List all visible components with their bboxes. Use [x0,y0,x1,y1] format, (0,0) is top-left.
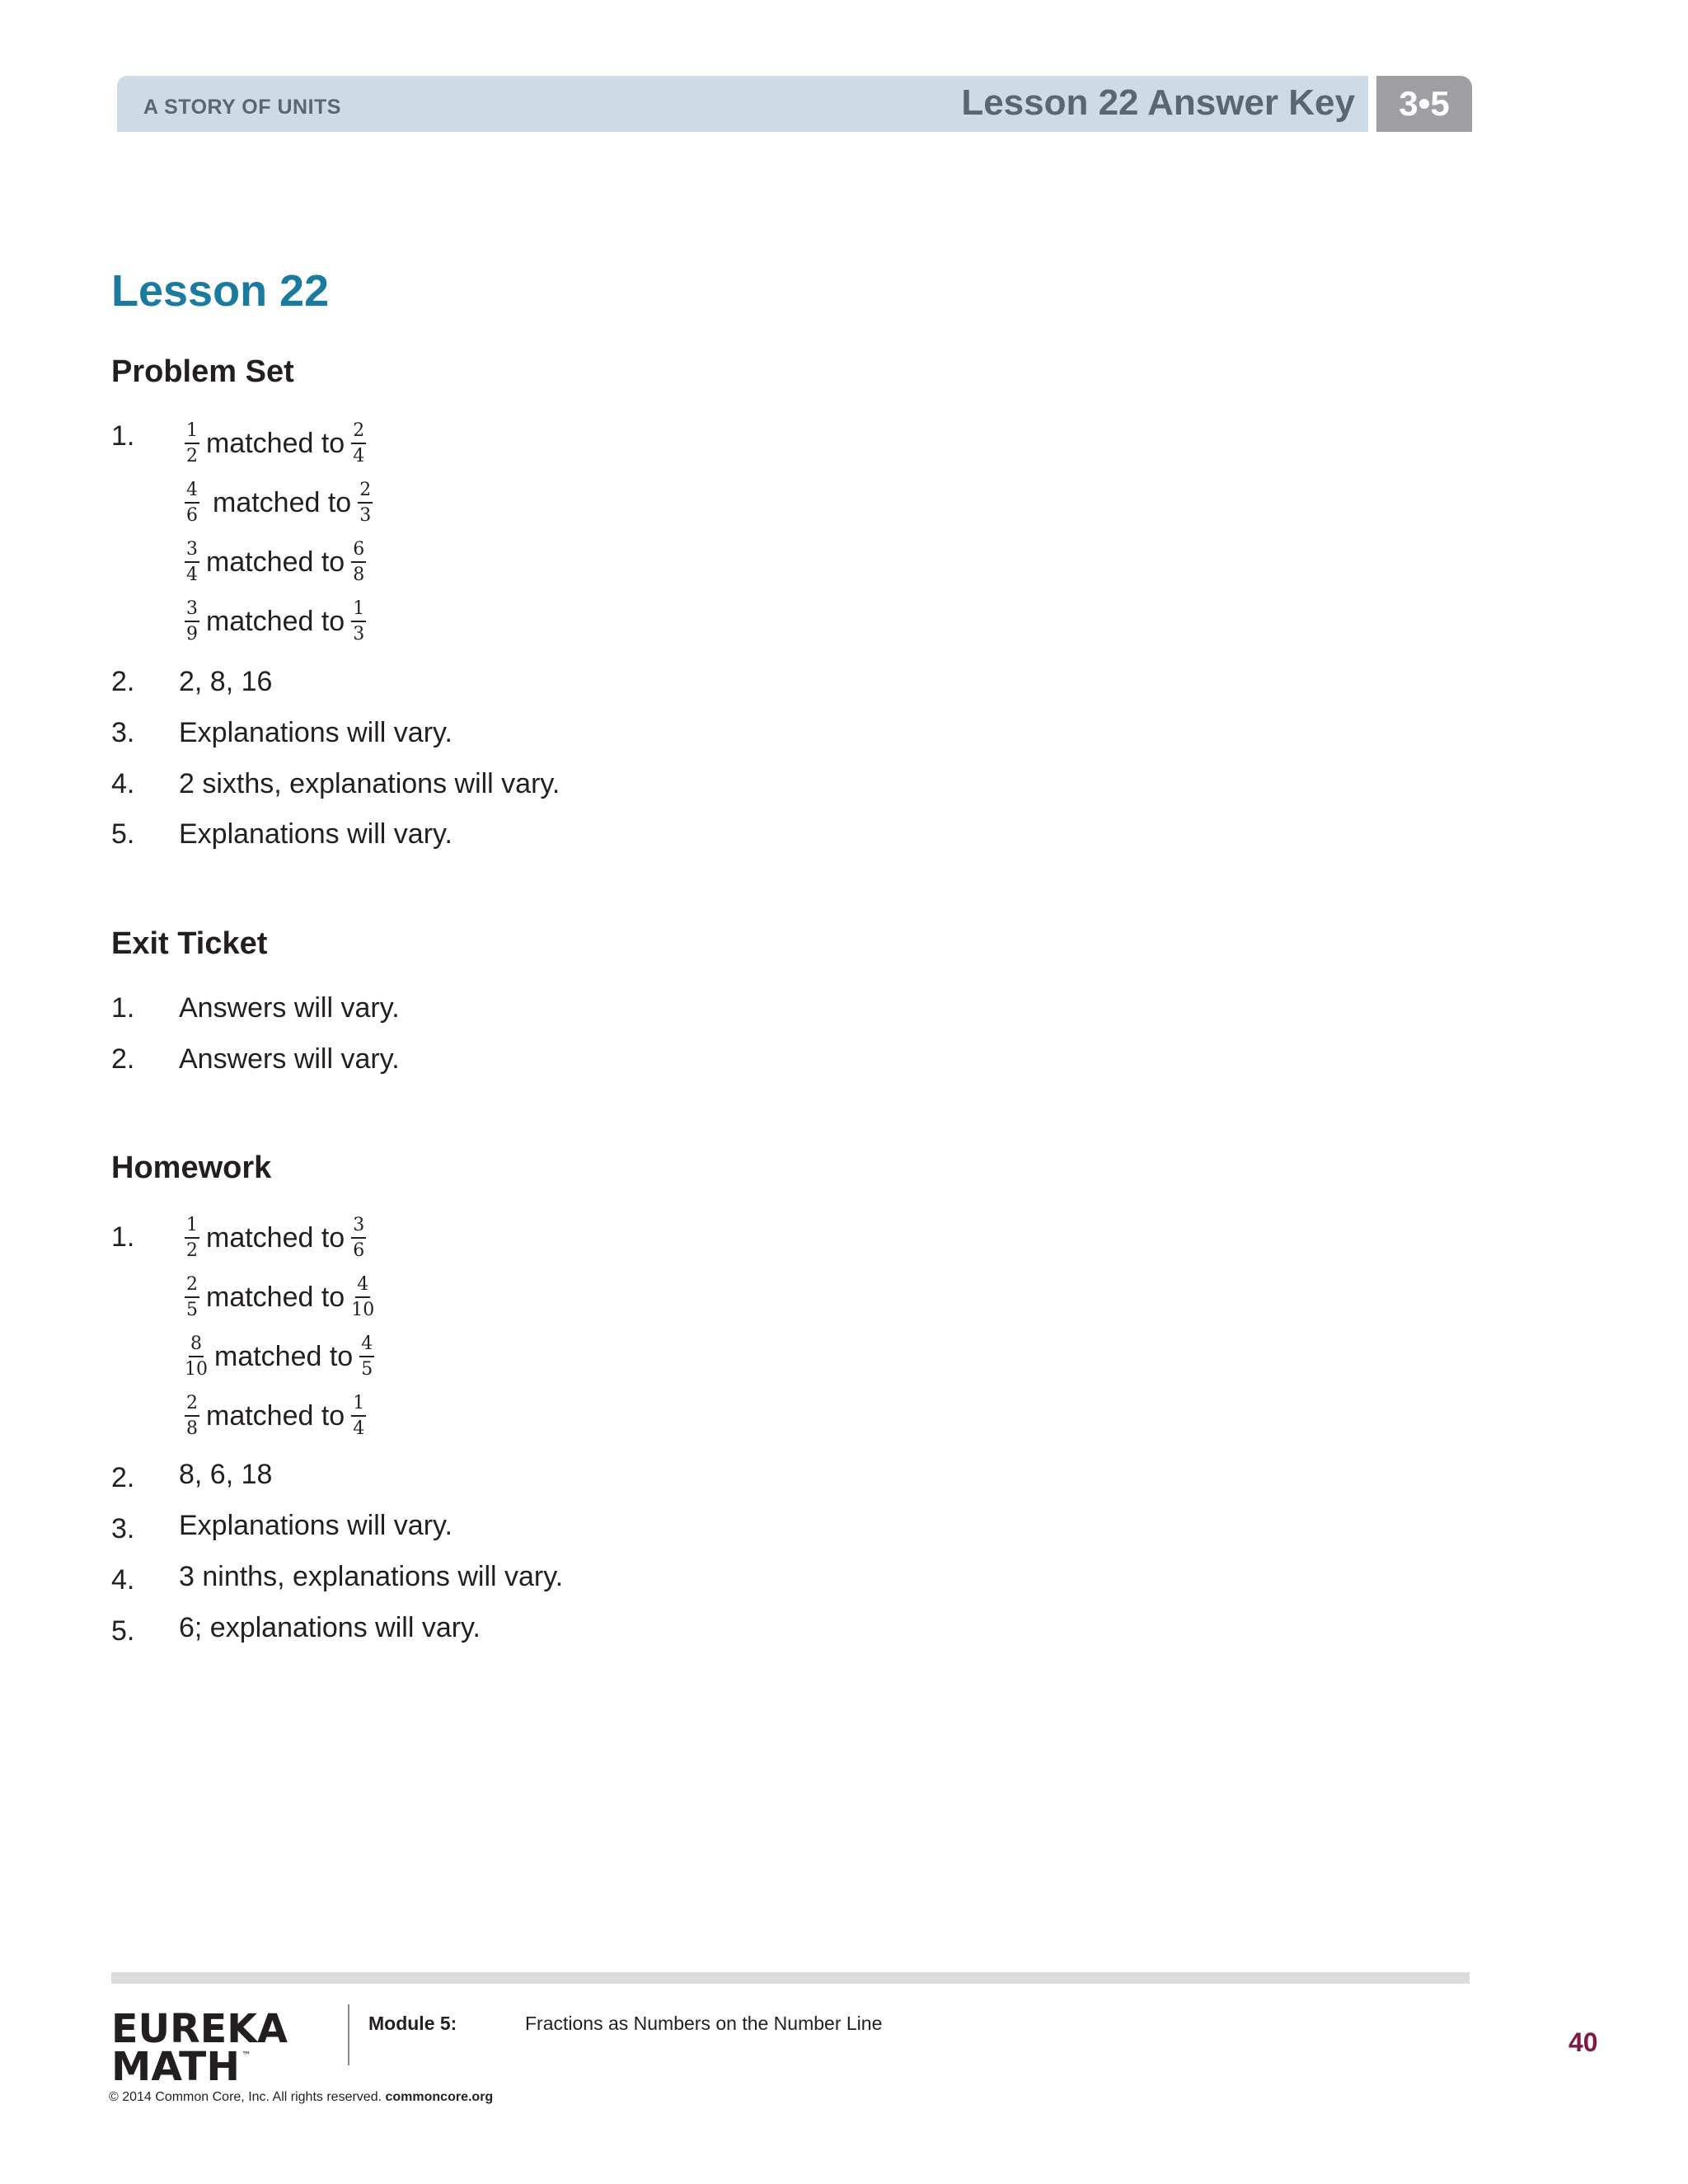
fraction: $\frac{4}{10}$ [351,1273,375,1320]
answer-text: 2 sixths, explanations will vary. [179,768,560,799]
fraction: $\frac{4}{5}$ [361,1333,373,1380]
list-number: 4. [111,1564,135,1596]
series-label: A STORY OF UNITS [143,96,341,119]
match-line: $\frac{2}{5}$ matched to $\frac{4}{10}$ [186,1273,375,1320]
fraction: $\frac{2}{3}$ [359,479,372,526]
logo-trademark: ™ [241,2050,251,2061]
grade-module-badge: 3•5 [1376,76,1472,132]
page-number: 40 [1568,2027,1598,2057]
answer-text: Explanations will vary. [179,1510,452,1541]
match-line: $\frac{4}{6}$ matched to $\frac{2}{3}$ [186,479,372,526]
lesson-title: Lesson 22 [111,266,330,316]
answer-text: Explanations will vary. [179,717,452,748]
fraction: $\frac{2}{8}$ [186,1392,198,1439]
list-number: 2. [111,1043,135,1075]
match-line: $\frac{2}{8}$ matched to $\frac{1}{4}$ [186,1392,365,1439]
footer-rule [111,1972,1470,1984]
list-number: 2. [111,666,135,697]
fraction: $\frac{2}{4}$ [353,419,365,466]
list-number: 1. [111,992,135,1024]
problem-set-heading: Problem Set [111,354,294,389]
list-number: 1. [111,1221,135,1253]
answer-text: Answers will vary. [179,1043,400,1075]
match-line: $\frac{1}{2}$ matched to $\frac{2}{4}$ [186,419,365,466]
list-number: 4. [111,768,135,799]
list-number: 5. [111,1615,135,1647]
copyright-line [109,2090,493,2105]
fraction: $\frac{8}{10}$ [185,1333,208,1380]
module-title: Fractions as Numbers on the Number Line [525,2013,883,2034]
list-number: 3. [111,717,135,748]
logo-text-math: MATH [111,2044,240,2087]
answer-text: 8, 6, 18 [179,1459,273,1490]
fraction: $\frac{1}{2}$ [186,1214,198,1261]
answer-key-title: Lesson 22 Answer Key [961,82,1355,123]
module-label: Module 5: [368,2013,457,2034]
answer-text: 3 ninths, explanations will vary. [179,1561,564,1592]
answer-text: Explanations will vary. [179,818,452,850]
fraction: $\frac{2}{5}$ [186,1273,198,1320]
problem-set-matches [183,414,374,651]
match-line: $\frac{1}{2}$ matched to $\frac{3}{6}$ [186,1214,365,1261]
logo-text-eureka: EUREKA [111,2006,288,2052]
list-number: 5. [111,818,135,850]
match-line: $\frac{8}{10}$ matched to $\frac{4}{5}$ [185,1333,373,1380]
fraction: $\frac{3}{6}$ [353,1214,365,1261]
homework-matches [183,1208,376,1446]
copyright-text: © 2014 Common Core, Inc. All rights reserved. [109,2090,382,2104]
list-number: 2. [111,1462,135,1493]
footer-divider [348,2004,349,2065]
answer-text: 6; explanations will vary. [179,1612,481,1643]
match-line: $\frac{3}{4}$ matched to $\frac{6}{8}$ [186,538,365,585]
fraction: $\frac{3}{4}$ [186,538,198,585]
answer-text: 2, 8, 16 [179,666,273,697]
fraction: $\frac{3}{9}$ [186,598,198,644]
fraction: $\frac{1}{2}$ [186,419,198,466]
fraction: $\frac{4}{6}$ [186,479,198,526]
answer-text: Answers will vary. [179,992,400,1024]
list-number: 1. [111,420,135,452]
list-number: 3. [111,1513,135,1544]
eureka-math-logo [111,2004,293,2087]
fraction: $\frac{6}{8}$ [353,538,365,585]
match-line: $\frac{3}{9}$ matched to $\frac{1}{3}$ [186,598,365,644]
homework-heading: Homework [111,1151,272,1185]
fraction: $\frac{1}{3}$ [353,598,365,644]
exit-ticket-heading: Exit Ticket [111,926,268,961]
fraction: $\frac{1}{4}$ [353,1392,365,1439]
site-link[interactable]: commoncore.org [385,2090,494,2104]
